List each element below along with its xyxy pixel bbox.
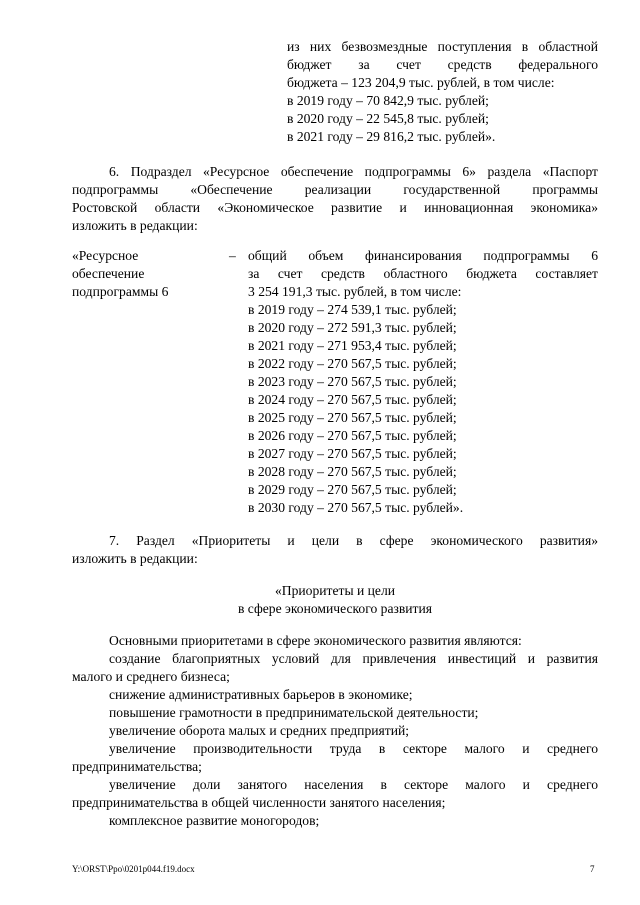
body-line: снижение административных барьеров в экономике; — [109, 687, 413, 702]
resource-value-line: 3 254 191,3 тыс. рублей, в том числе: — [248, 284, 462, 299]
item6-line: подпрограммы «Обеспечение реализации государственной программы — [72, 182, 598, 197]
resource-value-line: в 2025 году – 270 567,5 тыс. рублей; — [248, 410, 457, 425]
body-line: увеличение доли занятого населения в секторе малого и среднего — [109, 777, 598, 792]
top-block-line: в 2020 году – 22 545,8 тыс. рублей; — [287, 111, 489, 126]
resource-label-line: подпрограммы 6 — [72, 284, 169, 299]
resource-value-line: в 2027 году – 270 567,5 тыс. рублей; — [248, 446, 457, 461]
body-line: увеличение производительности труда в секторе малого и среднего — [109, 741, 598, 756]
resource-label-line: «Ресурсное — [72, 248, 139, 263]
resource-value-line: в 2023 году – 270 567,5 тыс. рублей; — [248, 374, 457, 389]
body-line: увеличение оборота малых и средних предприятий; — [109, 723, 410, 738]
body-line: малого и среднего бизнеса; — [72, 669, 230, 684]
top-block-line: бюджет за счет средств федерального — [287, 57, 598, 72]
body-line: Основными приоритетами в сфере экономического развития являются: — [109, 633, 522, 648]
body-line: предпринимательства; — [72, 759, 202, 774]
body-line: создание благоприятных условий для привлечения инвестиций и развития — [109, 651, 598, 666]
item7-line: 7. Раздел «Приоритеты и цели в сфере экономического развития» — [109, 533, 598, 548]
body-line: повышение грамотности в предпринимательской деятельности; — [109, 705, 479, 720]
item6-line: 6. Подраздел «Ресурсное обеспечение подпрограммы 6» раздела «Паспорт — [109, 164, 598, 179]
top-block-line: бюджета – 123 204,9 тыс. рублей, в том числе: — [287, 75, 555, 90]
resource-value-line: в 2028 году – 270 567,5 тыс. рублей; — [248, 464, 457, 479]
resource-value-line: в 2022 году – 270 567,5 тыс. рублей; — [248, 356, 457, 371]
resource-value-line: общий объем финансирования подпрограммы 6 — [248, 248, 598, 263]
footer-file-path: Y:\ORST\Ppo\0201p044.f19.docx — [72, 864, 195, 874]
item6-line: изложить в редакции: — [72, 218, 198, 233]
section-title: «Приоритеты и цели — [274, 583, 396, 598]
resource-value-line: в 2021 году – 271 953,4 тыс. рублей; — [248, 338, 457, 353]
resource-label-line: обеспечение — [72, 266, 145, 281]
body-line: комплексное развитие моногородов; — [109, 813, 320, 828]
item6-line: Ростовской области «Экономическое развитие и инновационная экономика» — [72, 200, 598, 215]
resource-value-line: в 2019 году – 274 539,1 тыс. рублей; — [248, 302, 457, 317]
resource-value-line: в 2029 году – 270 567,5 тыс. рублей; — [248, 482, 457, 497]
resource-value-line: за счет средств областного бюджета составляет — [248, 266, 598, 281]
resource-value-line: в 2024 году – 270 567,5 тыс. рублей; — [248, 392, 457, 407]
body-line: предпринимательства в общей численности занятого населения; — [72, 795, 446, 810]
footer-page-number: 7 — [590, 864, 595, 874]
top-block-line: в 2021 году – 29 816,2 тыс. рублей». — [287, 129, 496, 144]
section-title: в сфере экономического развития — [237, 601, 433, 616]
top-block-line: из них безвозмездные поступления в областной — [287, 39, 598, 54]
item7-line: изложить в редакции: — [72, 551, 198, 566]
resource-value-line: в 2030 году – 270 567,5 тыс. рублей». — [248, 500, 464, 515]
resource-value-line: в 2026 году – 270 567,5 тыс. рублей; — [248, 428, 457, 443]
top-block-line: в 2019 году – 70 842,9 тыс. рублей; — [287, 93, 489, 108]
resource-dash: – — [229, 248, 236, 263]
resource-value-line: в 2020 году – 272 591,3 тыс. рублей; — [248, 320, 457, 335]
